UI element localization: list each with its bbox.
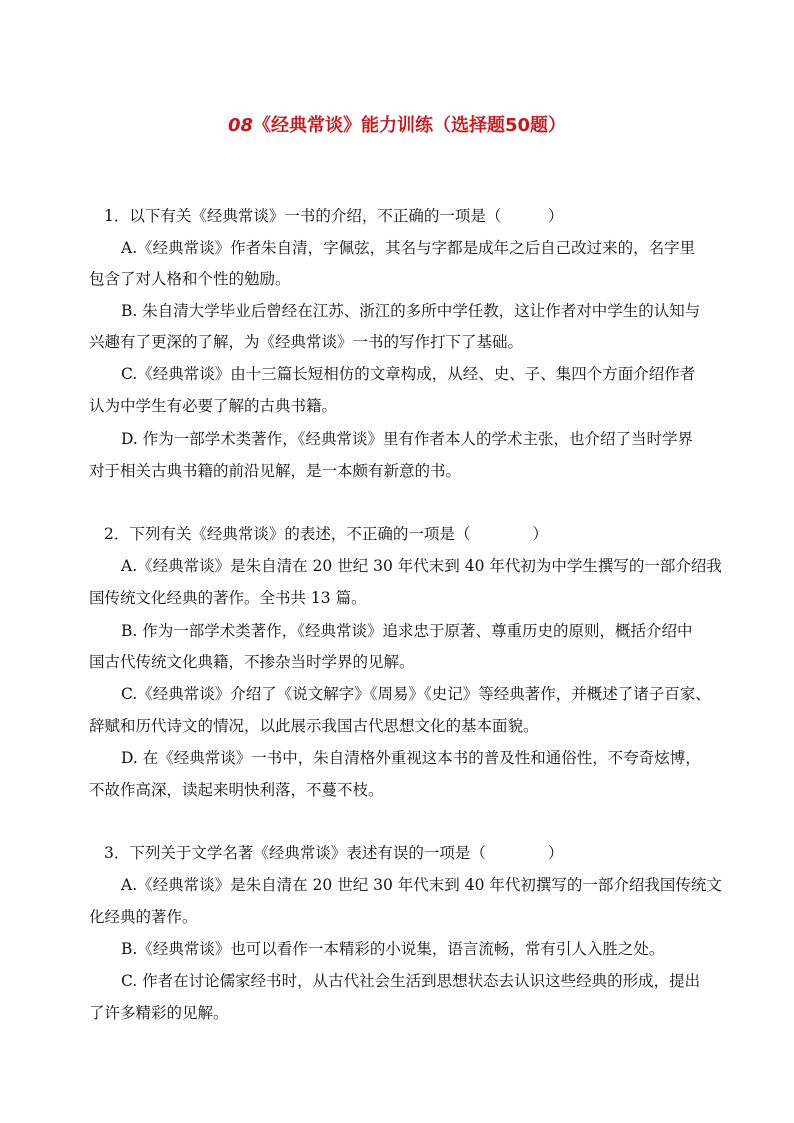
q1-option-c: C.《经典常谈》由十三篇长短相仿的文章构成，从经、史、子、集四个方面介绍作者 [121,365,696,383]
q3-option-b: B.《经典常谈》也可以看作一本精彩的小说集，语言流畅，常有引人入胜之处。 [121,940,665,958]
q2-option-c-cont: 辞赋和历代诗文的情况，以此展示我国古代思想文化的基本面貌。 [89,717,539,735]
q1-option-b-cont: 兴趣有了更深的了解，为《经典常谈》一书的写作打下了基础。 [89,333,524,351]
q1-option-a-cont: 包含了对人格和个性的勉励。 [89,270,291,288]
q3-option-c: C. 作者在讨论儒家经书时，从古代社会生活到思想状态去认识这些经典的形成，提出 [121,972,701,990]
q1-option-d-cont: 对于相关古典书籍的前沿见解，是一本颇有新意的书。 [89,462,462,480]
q1-option-b: B. 朱自清大学毕业后曾经在江苏、浙江的多所中学任教，这让作者对中学生的认知与 [121,302,701,320]
page-title [0,113,794,139]
q3-option-a-cont: 化经典的著作。 [89,908,198,926]
q2-option-d-cont: 不故作高深，读起来明快利落，不蔓不枝。 [89,781,384,799]
question-2-stem: 2．下列有关《经典常谈》的表述，不正确的一项是（ ） [104,525,548,543]
question-1-stem: 1．以下有关《经典常谈》一书的介绍，不正确的一项是（ ） [104,207,564,225]
q2-option-b-cont: 国古代传统文化典籍，不掺杂当时学界的见解。 [89,653,415,671]
q3-option-c-cont: 了许多精彩的见解。 [89,1004,229,1022]
q1-option-c-cont: 认为中学生有必要了解的古典书籍。 [89,397,338,415]
q1-option-d: D. 作为一部学术类著作，《经典常谈》里有作者本人的学术主张，也介绍了当时学界 [121,430,693,448]
q2-option-a-cont: 国传统文化经典的著作。全书共 13 篇。 [89,589,367,607]
title-prefix: 08 [227,115,253,136]
q2-option-d: D. 在《经典常谈》一书中，朱自清格外重视这本书的普及性和通俗性，不夸奇炫博， [121,749,701,767]
q3-option-a: A.《经典常谈》是朱自清在 20 世纪 30 年代末到 40 年代初撰写的一部介绍我国传统文 [121,876,722,894]
question-3-stem: 3．下列关于文学名著《经典常谈》表述有误的一项是（ ） [104,844,564,862]
title-text: 《经典常谈》能力训练（选择题50题） [253,115,567,136]
q1-option-a: A.《经典常谈》作者朱自清，字佩弦，其名与字都是成年之后自己改过来的，名字里 [121,239,696,257]
q2-option-a: A.《经典常谈》是朱自清在 20 世纪 30 年代末到 40 年代初为中学生撰写的一部介绍我 [121,557,722,575]
q2-option-b: B. 作为一部学术类著作，《经典常谈》追求忠于原著、尊重历史的原则，概括介绍中 [121,622,693,640]
q2-option-c: C.《经典常谈》介绍了《说文解字》《周易》《史记》等经典著作，并概述了诸子百家、 [121,685,711,703]
